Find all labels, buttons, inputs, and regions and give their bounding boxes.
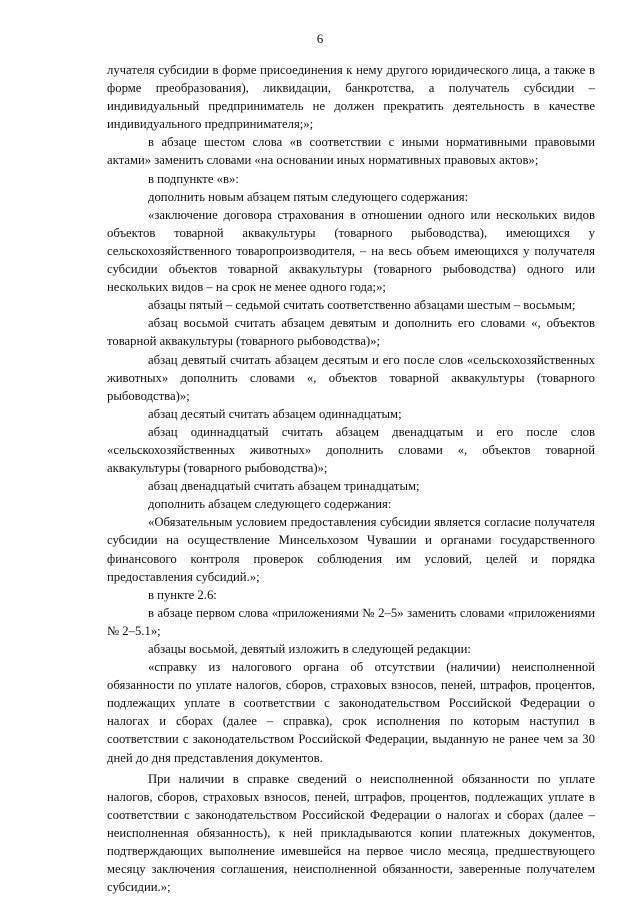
paragraph: абзац одиннадцатый считать абзацем двенадцатым и его после слов «сельскохозяйственных животных» дополнить словами «, объектов товарной аквакультуры (товарного рыбоводства)»; [107,424,595,476]
paragraph: дополнить новым абзацем пятым следующего содержания: [148,189,469,204]
paragraph: абзацы пятый – седьмой считать соответственно абзацами шестым – восьмым; [148,298,576,313]
paragraph: в подпункте «в»: [148,171,239,186]
paragraph: в пункте 2.6: [148,587,217,602]
page-number: 6 [316,31,324,46]
paragraph: «справку из налогового органа об отсутствии (наличии) неисполненной обязанности по уплате налогов, сборов, страховых взносов, пеней, штрафов, процентов, подлежащих уплате в соответствии с законодательством Российской Федерации о налогах и сборах (далее – справка), срок исполнения по которым наступил в соответствии с законодательством Российской Федерации, выданную не ранее чем за 30 дней до дня представления документов. [107,660,595,765]
paragraph: абзац десятый считать абзацем одиннадцатым; [148,406,402,421]
paragraph: абзац двенадцатый считать абзацем тринадцатым; [148,479,420,494]
paragraph: При наличии в справке сведений о неисполненной обязанности по уплате налогов, сборов, страховых взносов, пеней, штрафов, процентов, подлежащих уплате в соответствии с законодательством Российской Федерации о налогах и сборах (далее – неисполненная обязанность), к ней прикладываются копии платежных документов, подтверждающих выполнение имевшейся на первое число месяца, предшествующего месяцу заключения соглашения, неисполненной обязанности, заверенные получателем субсидии.»; [107,771,595,895]
paragraph: абзац восьмой считать абзацем девятым и дополнить его словами «, объектов товарной аквакультуры (товарного рыбоводства)»; [107,316,595,349]
paragraph: лучателя субсидии в форме присоединения к нему другого юридического лица, а также в форме преобразования), ликвидации, банкротства, а получатель субсидии – индивидуальный предприниматель не должен прекратить деятельность в качестве индивидуального предпринимателя;»; [107,63,595,132]
paragraph: абзацы восьмой, девятый изложить в следующей редакции: [148,642,471,656]
paragraph: «Обязательным условием предоставления субсидии является согласие получателя субсидии на осуществление Минсельхозом Чувашии и органами государственного финансового контроля проверок соблюдения им условий, целей и порядка предоставления субсидий.»; [107,515,595,584]
paragraph: в абзаце шестом слова «в соответствии с иными нормативными правовыми актами» заменить словами «на основании иных нормативных правовых актов»; [107,135,595,168]
paragraph: абзац девятый считать абзацем десятым и его после слов «сельскохозяйственных животных» дополнить словами «, объектов товарной аквакультуры (товарного рыбоводства)»; [107,352,595,403]
document-body [107,61,595,896]
paragraph: в абзаце первом слова «приложениями № 2–5» заменить словами «приложениями № 2–5.1»; [107,605,595,638]
paragraph: дополнить абзацем следующего содержания: [148,497,392,512]
paragraph: «заключение договора страхования в отношении одного или нескольких видов объектов товарной аквакультуры (товарного рыбоводства), имеющихся у сельскохозяйственного товаропроизводителя, – на весь объем имеющихся у получателя субсидии объектов товарной аквакультуры (товарного рыбоводства) одного или нескольких видов – на срок не менее одного года;»; [107,207,595,295]
